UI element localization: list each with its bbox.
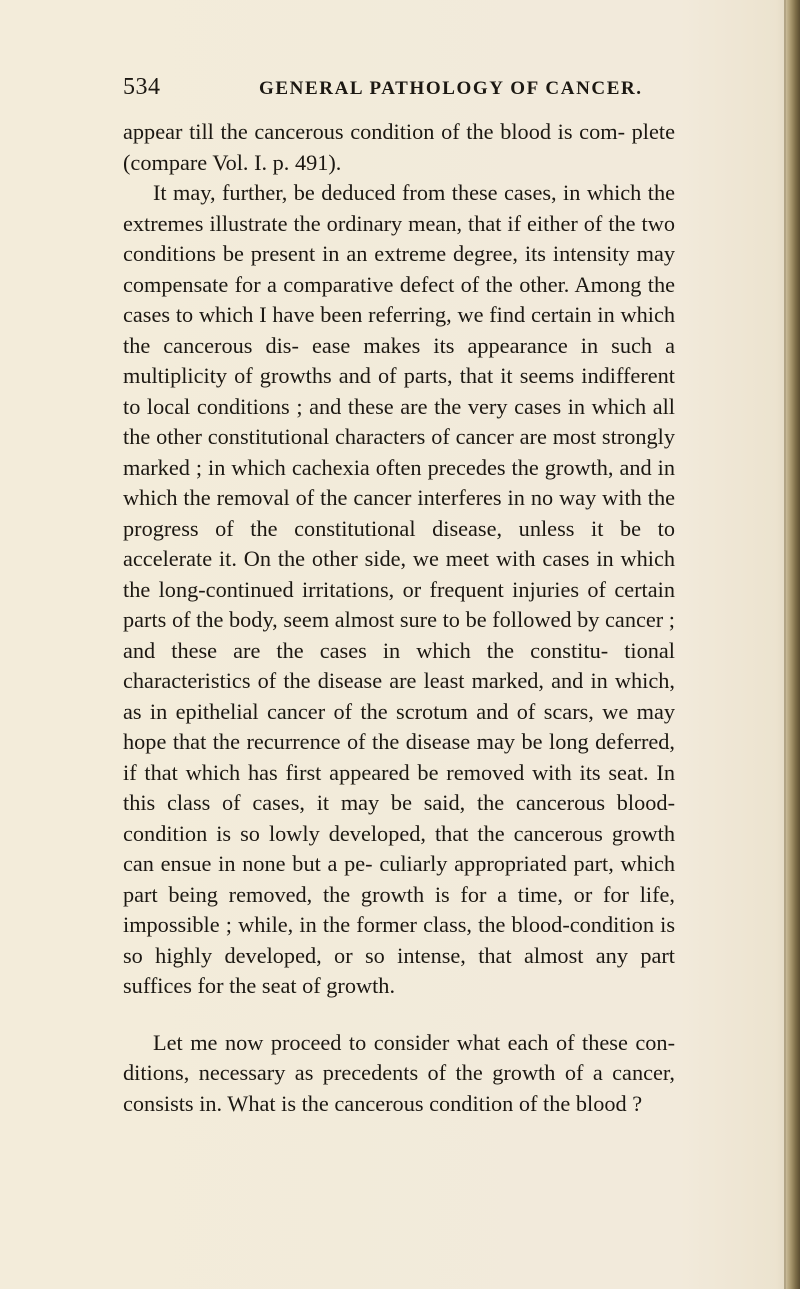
paragraph: Let me now proceed to consider what each of these con- ditions, necessary as precedents of the growth of a cancer, consists in. What is the cancerous condition of the blood ? bbox=[123, 1029, 675, 1116]
paragraph: appear till the cancerous condition of the blood is com- plete (compare Vol. I. p. 491). bbox=[123, 119, 675, 175]
page-header bbox=[123, 74, 675, 104]
running-head: GENERAL PATHOLOGY OF CANCER. bbox=[259, 78, 643, 99]
body-text bbox=[123, 117, 675, 1119]
page-number: 534 bbox=[123, 74, 161, 100]
paragraph: It may, further, be deduced from these cases, in which the extremes illustrate the ordinary mean, that if either of the two conditions be present in an extreme degree, its intensity may compensate for a comparative defect of the other. Among the cases to which I have been referring, we find certain in which the cancerous dis- ease makes its appearance in such a multiplicity of growths and of parts, that it seems indifferent to local conditions ; and these are the very cases in which all the other constitutional characters of cancer are most strongly marked ; in which cachexia often precedes the growth, and in which the removal of the cancer interferes in no way with the progress of the constitutional disease, unless it be to accelerate it. On the other side, we meet with cases in which the long-continued irritations, or frequent injuries of certain parts of the body, seem almost sure to be followed by cancer ; and these are the cases in which the constitu- tional characteristics of the disease are least marked, and in which, as in epithelial cancer of the scrotum and of scars, we may hope that the recurrence of the disease may be long deferred, if that which has first appeared be removed with its seat. In this class of cases, it may be said, the cancerous blood-condition is so lowly developed, that the cancerous growth can ensue in none but a pe- culiarly appropriated part, which part being removed, the growth is for a time, or for life, impossible ; while, in the former class, the blood-condition is so highly developed, or so intense, that almost any part suffices for the seat of growth. bbox=[123, 180, 675, 998]
page-edge-shadow bbox=[786, 0, 800, 1289]
